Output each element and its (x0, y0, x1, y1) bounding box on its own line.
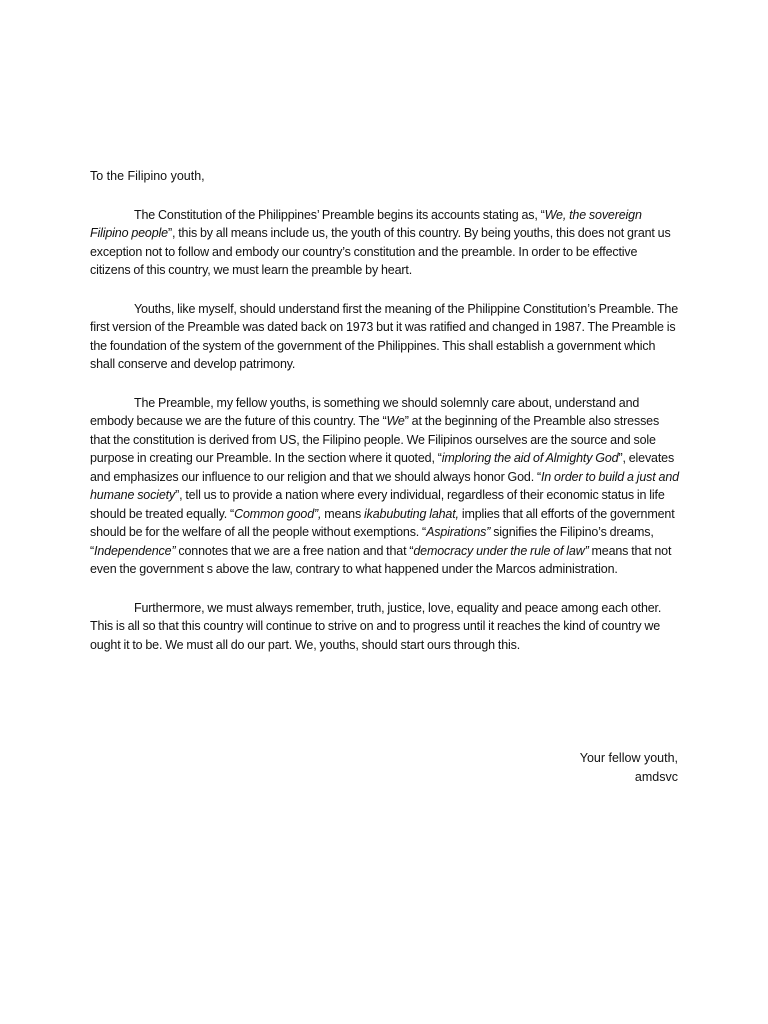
letter-body (90, 206, 680, 655)
italic-text: imploring the aid of Almighty God (441, 451, 619, 465)
text-run: Youths, like myself, should understand first the meaning of the Philippine Constitution’s Preamble. The first version of the Preamble was dated back on 1973 but it was ratified and changed in 1987. The Preamble is the foundation of the system of the government of the Philippines. This shall establish a government which shall conserve and develop patrimony. (90, 301, 679, 371)
signature: amdsvc (634, 769, 678, 784)
text-run: ”, tell us to provide a nation where every individual, regardless of their economic status in life should be treated equally. “ (90, 488, 665, 521)
paragraph-3 (90, 394, 680, 579)
text-run: The Constitution of the Philippines’ Preamble begins its accounts stating as, “ (134, 207, 545, 222)
paragraph-1 (90, 206, 680, 280)
paragraph-2 (90, 300, 680, 374)
text-run: implies that all efforts of the government should be for the welfare of all the people without exemptions. “ (90, 506, 675, 539)
text-run: The Preamble, my fellow youths, is something we should solemnly care about, understand and embody because we are the future of this country. The “ (90, 395, 640, 428)
italic-text: In order to build a just and humane society (90, 469, 679, 502)
text-run: ” at the beginning of the Preamble also stresses that the constitution is derived from US, the Filipino people. We Filipinos ourselves are the source and sole purpose in creating our Preamble. In the section where it quoted, “ (90, 414, 660, 465)
text-run: means (321, 506, 364, 521)
italic-text: Aspirations” (426, 525, 491, 539)
text-run: means that not even the government s above the law, contrary to what happened under the Marcos administration. (90, 543, 672, 576)
italic-text: ikabubuting lahat, (363, 506, 459, 521)
text-run: Furthermore, we must always remember, truth, justice, love, equality and peace among each other. This is all so that this country will continue to strive on and to progress until it reaches the kind of country we ought it to be. We must all do our part. We, youths, should start ours through this. (90, 600, 662, 652)
italic-text: We, the sovereign Filipino people (90, 207, 642, 240)
italic-text: democracy under the rule of law” (413, 543, 589, 558)
closing-line: Your fellow youth, (579, 751, 678, 765)
italic-text: We (386, 414, 405, 428)
text-run: ”, this by all means include us, the youth of this country. By being youths, this does not grant us exception not to follow and embody our country’s constitution and the preamble. In order to be effective citizens of this country, we must learn the preamble by heart. (90, 226, 671, 277)
closing-block (580, 749, 678, 786)
italic-text: Independence” (94, 543, 176, 558)
salutation: To the Filipino youth, (90, 169, 205, 183)
text-run: connotes that we are a free nation and that “ (175, 543, 414, 558)
text-run: ”, elevates and emphasizes our influence to our religion and that we should always honor God. “ (90, 451, 675, 484)
italic-text: Common good”, (234, 506, 322, 521)
paragraph-4 (90, 599, 680, 655)
text-run: signifies the Filipino’s dreams, “ (90, 525, 654, 558)
